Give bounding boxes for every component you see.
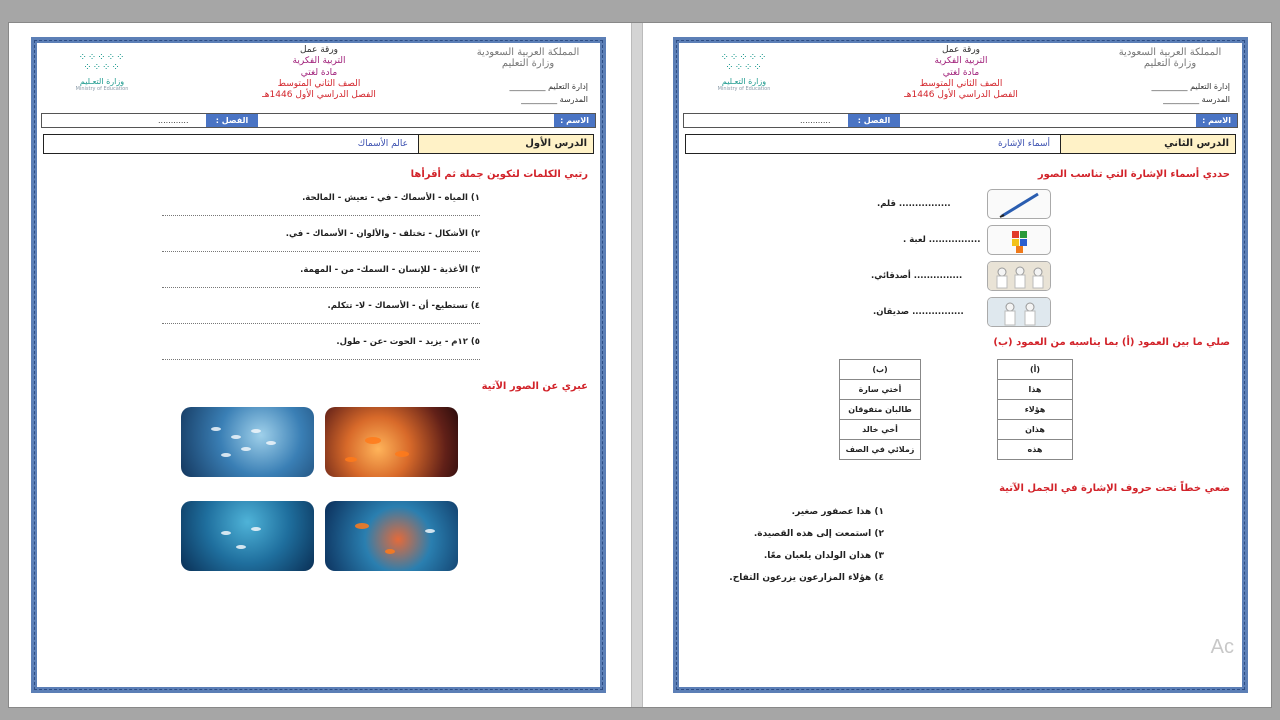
- lesson-label: الدرس الثاني: [1060, 135, 1235, 153]
- worksheet-page-lesson-1: [31, 37, 606, 693]
- picture-word: ................ صديقان.: [873, 307, 964, 317]
- sentence-item: ٢) الأشكال - تختلف - والألوان - الأسماك - في.: [285, 229, 480, 239]
- lesson-bar: [43, 134, 594, 154]
- two-friends-picture: [987, 297, 1051, 327]
- reef-fish-photo: [325, 501, 458, 571]
- pen-picture: [987, 189, 1051, 219]
- instruction-demonstratives: حددي أسماء الإشارة التي تناسب الصور: [1037, 169, 1230, 180]
- picture-word: ................ قلم.: [877, 199, 951, 209]
- activation-watermark: Ac: [1210, 636, 1234, 658]
- kingdom-logo: المملكة العربية السعودية وزارة التعليم: [476, 47, 580, 69]
- rubiks-cube-picture: [987, 225, 1051, 255]
- worksheet-page-lesson-2: [673, 37, 1248, 693]
- admin-school-fields: إدارة التعليم _________ المدرسة _________: [1151, 82, 1230, 104]
- answer-line: [162, 359, 480, 360]
- answer-line: [162, 251, 480, 252]
- underline-sentence: ٤) هؤلاء المزارعون يزرعون التفاح.: [729, 573, 884, 583]
- page-gutter: [631, 23, 643, 707]
- ministry-logo-icon: ⁘⁘⁘⁘⁘ ⁘⁘⁘⁘: [78, 52, 126, 73]
- underline-sentence: ٣) هذان الولدان يلعبان معًا.: [763, 551, 884, 561]
- picture-word: ................ لعبة .: [903, 235, 981, 245]
- ministry-logo: ⁘⁘⁘⁘⁘ ⁘⁘⁘⁘ وزارة التعـليم Ministry of Education: [689, 53, 799, 92]
- name-label: الاسم :: [1196, 114, 1237, 127]
- worksheet-header: [681, 45, 1240, 111]
- fish-school-photo: [181, 407, 314, 477]
- instruction-underline: ضعي خطاً تحت حروف الإشارة في الجمل الآتية: [999, 483, 1230, 494]
- answer-line: [162, 287, 480, 288]
- underline-sentence: ١) هذا عصفور صغير.: [791, 507, 884, 517]
- sentence-item: ٤) تستطيع- أن - الأسماك - لا- تتكلم.: [327, 301, 480, 311]
- ministry-logo-icon: ⁘⁘⁘⁘⁘ ⁘⁘⁘⁘: [720, 52, 768, 73]
- instruction-match-columns: صلي ما بين العمود (أ) بما يناسبه من العمود (ب): [993, 337, 1230, 348]
- lesson-topic: عالم الأسماك: [357, 139, 408, 149]
- sentence-item: ٥) ١٢م - يزيد - الحوت -عن - طول.: [336, 337, 480, 347]
- name-label: الاسم :: [554, 114, 595, 127]
- clownfish-photo: [325, 407, 458, 477]
- answer-line: [162, 323, 480, 324]
- picture-word: ............... أصدقائي.: [871, 271, 963, 281]
- friends-group-picture: [987, 261, 1051, 291]
- sentence-item: ١) المياه - الأسماك - في - تعيش - المالحة.: [302, 193, 480, 203]
- worksheet-header: [39, 45, 598, 111]
- student-name-bar: [683, 113, 1238, 128]
- ministry-logo: ⁘⁘⁘⁘⁘ ⁘⁘⁘⁘ وزارة التعـليم Ministry of Education: [47, 53, 157, 92]
- instruction-arrange-words: رتبي الكلمات لتكوين جملة ثم أقرأها: [410, 169, 588, 180]
- deep-sea-fish-photo: [181, 501, 314, 571]
- worksheet-title-block: ورقة عمل التربية الفكرية مادة لغتي الصف الثاني المتوسط الفصل الدراسي الأول 1446هـ: [904, 45, 1018, 100]
- document-viewer: [8, 22, 1272, 708]
- lesson-bar: [685, 134, 1236, 154]
- instruction-describe-pictures: عبري عن الصور الآتية: [481, 381, 588, 392]
- class-field: ............: [800, 116, 831, 125]
- column-b-table: (ب) أختي سارة طالبان متفوقان أخي خالد زملائي في الصف: [839, 359, 921, 460]
- worksheet-title-block: ورقة عمل التربية الفكرية مادة لغتي الصف الثاني المتوسط الفصل الدراسي الأول 1446هـ: [262, 45, 376, 100]
- sentence-item: ٣) الأغذية - للإنسان - السمك- من - المهمة.: [300, 265, 480, 275]
- lesson-topic: أسماء الإشارة: [997, 139, 1050, 149]
- class-field: ............: [158, 116, 189, 125]
- underline-sentence: ٢) استمعت إلى هذه القصيدة.: [753, 529, 884, 539]
- class-label: الفصل :: [848, 114, 900, 127]
- class-label: الفصل :: [206, 114, 258, 127]
- kingdom-logo: المملكة العربية السعودية وزارة التعليم: [1118, 47, 1222, 69]
- answer-line: [162, 215, 480, 216]
- column-a-table: (أ) هذا هؤلاء هذان هذه: [997, 359, 1073, 460]
- admin-school-fields: إدارة التعليم _________ المدرسة _________: [509, 82, 588, 104]
- lesson-label: الدرس الأول: [418, 135, 593, 153]
- student-name-bar: [41, 113, 596, 128]
